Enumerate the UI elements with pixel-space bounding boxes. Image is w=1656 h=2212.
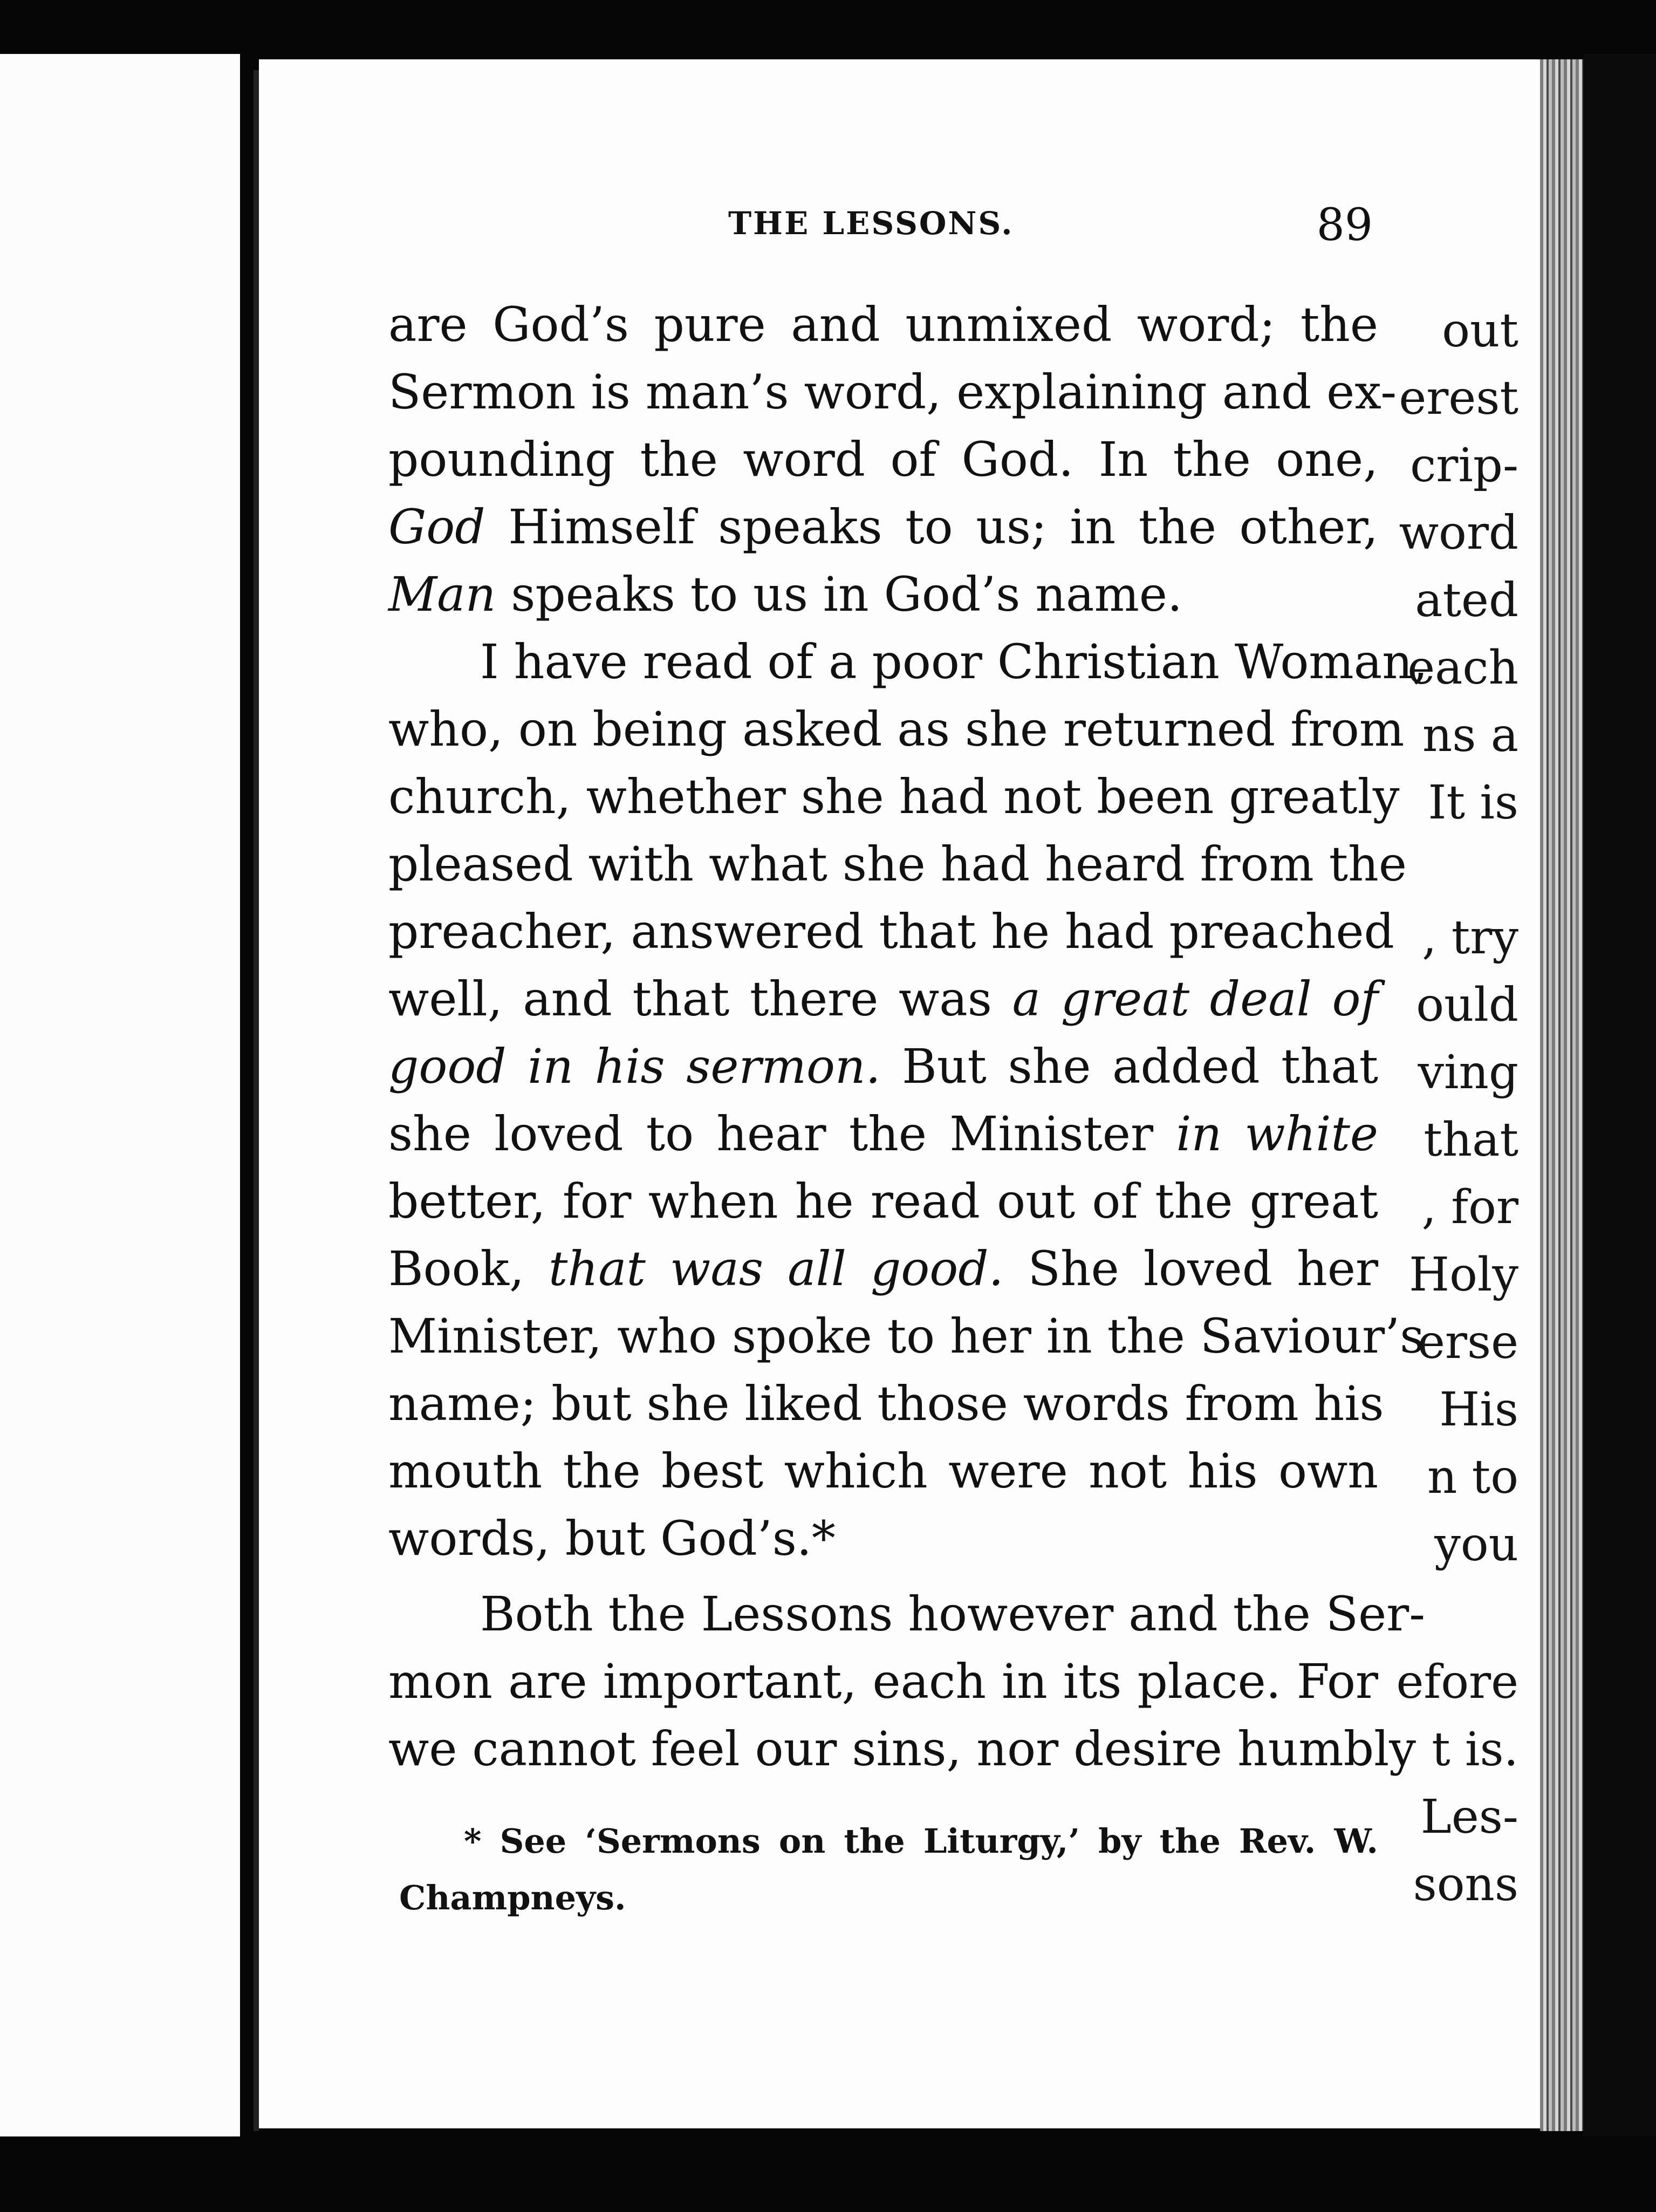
left-fragment-line: n to bbox=[1427, 1450, 1518, 1504]
page-edge bbox=[1540, 59, 1583, 2131]
body-line: church, whether she had not been greatly bbox=[388, 769, 1400, 824]
left-fragment-line: Les- bbox=[1420, 1790, 1518, 1844]
footnote-line: * See ‘Sermons on the Liturgy,’ by the Rev. W. bbox=[464, 1821, 1378, 1861]
body-line: pounding the word of God. In the one, bbox=[388, 432, 1378, 487]
body-line: name; but she liked those words from his bbox=[388, 1376, 1384, 1431]
footnote-line: Champneys. bbox=[399, 1878, 626, 1917]
left-fragment-line: out bbox=[1442, 304, 1518, 358]
left-fragment-line: ving bbox=[1418, 1046, 1518, 1100]
body-line: Book, that was all good. She loved her bbox=[388, 1241, 1379, 1296]
left-fragment-line: It is bbox=[1428, 776, 1518, 830]
body-line: words, but God’s.* bbox=[388, 1511, 836, 1566]
body-line: good in his sermon. But she added that bbox=[388, 1039, 1378, 1094]
left-fragment-line: , try bbox=[1422, 911, 1518, 965]
left-fragment-line: , for bbox=[1421, 1180, 1518, 1234]
book-gutter bbox=[254, 70, 259, 2131]
body-line: preacher, answered that he had preached bbox=[388, 904, 1394, 959]
body-line: are God’s pure and unmixed word; the bbox=[388, 297, 1378, 352]
left-fragment-line: ould bbox=[1416, 978, 1518, 1032]
body-line: mon are important, each in its place. For bbox=[388, 1654, 1378, 1709]
running-head-title: THE LESSONS. bbox=[728, 205, 1014, 242]
body-line: Man speaks to us in God’s name. bbox=[388, 566, 1182, 622]
left-fragment-line: you bbox=[1434, 1518, 1518, 1572]
left-fragment-line: word bbox=[1399, 506, 1518, 560]
body-line: she loved to hear the Minister in white bbox=[388, 1106, 1378, 1162]
left-fragment-line: crip- bbox=[1410, 439, 1518, 493]
left-fragment-line: His bbox=[1439, 1383, 1518, 1437]
body-line: pleased with what she had heard from the bbox=[388, 836, 1407, 892]
left-fragment-line: t is. bbox=[1432, 1723, 1518, 1777]
body-line: mouth the best which were not his own bbox=[388, 1443, 1378, 1499]
book-cover-edge bbox=[1583, 54, 1656, 2136]
left-page bbox=[0, 54, 240, 2136]
left-fragment-line: Holy bbox=[1409, 1248, 1518, 1302]
left-fragment-line: that bbox=[1424, 1113, 1518, 1167]
body-line: I have read of a poor Christian Woman, bbox=[480, 634, 1428, 689]
page-number: 89 bbox=[1316, 200, 1373, 251]
body-line: Both the Lessons however and the Ser- bbox=[480, 1586, 1425, 1642]
left-fragment-line: erse bbox=[1417, 1315, 1518, 1369]
body-line: Minister, who spoke to her in the Saviour’s bbox=[388, 1308, 1425, 1364]
body-line: God Himself speaks to us; in the other, bbox=[388, 499, 1378, 555]
left-fragment-line: efore bbox=[1396, 1655, 1518, 1709]
left-fragment-line: ns a bbox=[1422, 708, 1518, 762]
body-line: Sermon is man’s word, explaining and ex- bbox=[388, 364, 1397, 420]
left-fragment-line: erest bbox=[1399, 371, 1518, 425]
body-line: better, for when he read out of the great bbox=[388, 1173, 1378, 1229]
left-fragment-line: ated bbox=[1415, 574, 1518, 627]
body-line: who, on being asked as she returned from bbox=[388, 701, 1405, 757]
body-line: we cannot feel our sins, nor desire humbly bbox=[388, 1721, 1416, 1777]
body-line: well, and that there was a great deal of bbox=[388, 971, 1379, 1027]
left-fragment-line: each bbox=[1407, 641, 1518, 695]
left-fragment-line: sons bbox=[1413, 1858, 1518, 1911]
